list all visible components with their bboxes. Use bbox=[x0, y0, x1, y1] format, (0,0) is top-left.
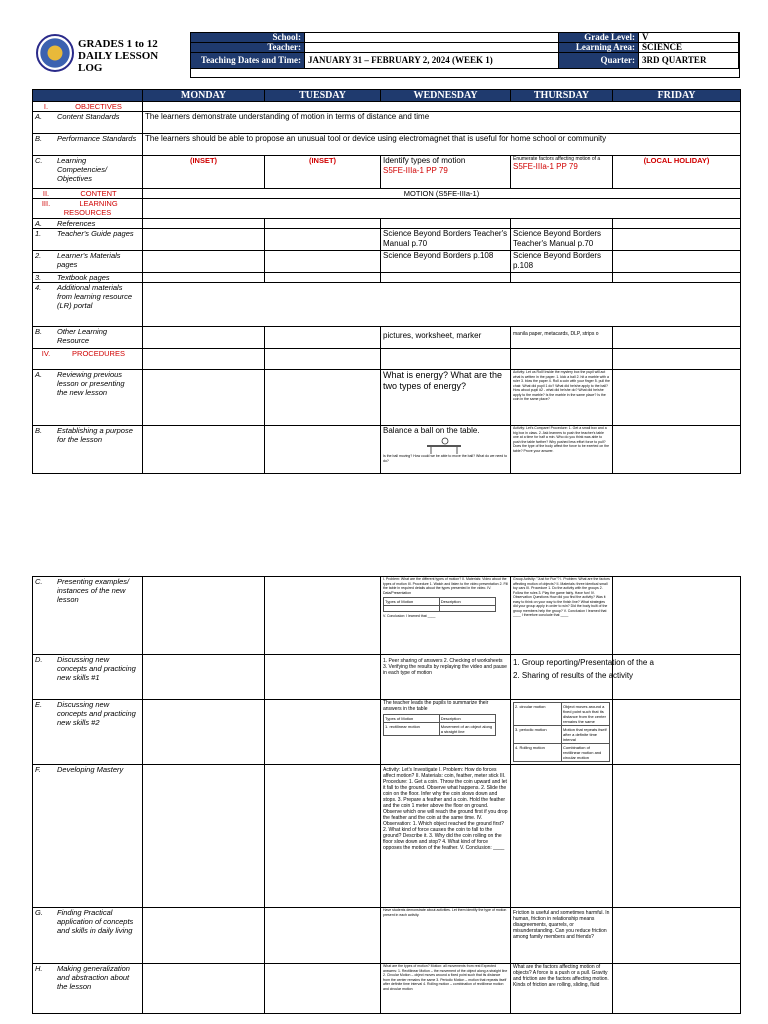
section-label bbox=[33, 349, 143, 370]
header-info-grid bbox=[190, 32, 740, 78]
day-header-wednesday: WEDNESDAY bbox=[381, 90, 511, 102]
empty-cell bbox=[613, 273, 741, 283]
discussing2-row bbox=[33, 700, 741, 765]
purpose-row bbox=[33, 426, 741, 474]
table-cell: 3. periodic motion bbox=[514, 726, 562, 744]
performance-standards-text: The learners should be able to propose an unusual tool or device using electromagnet that is useful for home school or community bbox=[143, 134, 741, 156]
section-label bbox=[33, 199, 143, 219]
row-label bbox=[33, 700, 143, 765]
thursday-discussing2 bbox=[511, 700, 613, 765]
row-title: Additional materials from learning resource (LR) portal bbox=[57, 283, 133, 310]
section-number: IV. bbox=[41, 349, 51, 358]
practical-row bbox=[33, 908, 741, 964]
row-label bbox=[33, 370, 143, 426]
empty-cell bbox=[613, 229, 741, 251]
empty-cell bbox=[143, 327, 265, 349]
wednesday-lm-pages: Science Beyond Borders p.108 bbox=[381, 251, 511, 273]
competency-code: S5FE-IIIa-1 PP 79 bbox=[383, 166, 448, 175]
empty-cell bbox=[265, 908, 381, 964]
competencies-row bbox=[33, 156, 741, 189]
teachers-guide-row bbox=[33, 229, 741, 251]
wednesday-purpose bbox=[381, 426, 511, 474]
empty-cell bbox=[613, 251, 741, 273]
empty-cell bbox=[511, 219, 613, 229]
references-row bbox=[33, 219, 741, 229]
section-title: LEARNING RESOURCES bbox=[63, 199, 118, 217]
discussing-text: The teacher leads the pupils to summarize their answers in the table bbox=[383, 700, 489, 712]
day-header-blank bbox=[33, 90, 143, 102]
wednesday-presenting bbox=[381, 577, 511, 655]
row-label bbox=[33, 327, 143, 349]
procedures-row bbox=[33, 349, 741, 370]
tuesday-competency: (INSET) bbox=[265, 156, 381, 189]
discussing-line-2: 2. Sharing of results of the activity bbox=[513, 671, 634, 680]
additional-materials-row bbox=[33, 283, 741, 327]
empty-cell bbox=[511, 273, 613, 283]
document-title bbox=[78, 32, 190, 78]
row-title: Making generalization and abstraction about the lesson bbox=[57, 964, 130, 991]
title-line-1: GRADES 1 to 12 bbox=[78, 38, 158, 50]
resources-row bbox=[33, 199, 741, 219]
thursday-purpose: Activity: Let's Compare! Procedure: 1. Get a small box and a big box in class. 2. Ask learners to push the teacher's table one at a time for half a min. Who do you think was able to push the table farther? Why pushed less effort force to pull? Does the type of the body affect the force to be exerted on the table? Prove your answer. bbox=[511, 426, 613, 474]
wednesday-mastery: Activity: Let's Investigate I. Problem: How do forces affect motion? II. Materials: coin, feather, meter stick III. Procedure: 1. Get a coin. Throw the coin upward and let it fall to the ground. Observe what happens. 2. Slide the coin on the floor. Infer why the coin slows down and stops. 3. Prepare a feather and a coin. Hold the feather and the coin 1 meter above the floor on ground. Observe which one will reach the ground first if you drop the feather and the coin at the same time. IV. Observation: 1. Which object reached the ground first? 2. What kind of force causes the coin to fall to the ground? Describe it. 3. Why did the coin rolling on the floor slow down and stop? 4. What kind of force opposes the motion of the feather. V. Conclusion: ____ bbox=[381, 765, 511, 908]
row-label bbox=[33, 283, 143, 327]
empty-cell bbox=[265, 964, 381, 1014]
table-cell: 4. Rolling motion bbox=[514, 744, 562, 762]
row-number: B. bbox=[35, 134, 43, 143]
table-header: Description bbox=[439, 598, 495, 606]
empty-cell bbox=[265, 273, 381, 283]
row-title: Presenting examples/ instances of the new lesson bbox=[57, 577, 130, 604]
wednesday-discussing2 bbox=[381, 700, 511, 765]
row-title: Other Learning Resource bbox=[57, 327, 108, 345]
presenting-row bbox=[33, 577, 741, 655]
section-label bbox=[33, 102, 143, 112]
section-number: I. bbox=[43, 102, 49, 111]
empty-cell bbox=[265, 577, 381, 655]
empty-cell bbox=[613, 370, 741, 426]
section-title: OBJECTIVES bbox=[75, 102, 122, 111]
thursday-competency bbox=[511, 156, 613, 189]
presenting-text: I. Problem: What are the different types of motion? II. Materials: Video about the types of motion III. Procedure 1. Watch and listen to the video presentation 2. Fill the table in required details about the types presented in the video. IV. Data/Presentation bbox=[383, 577, 508, 595]
day-header-friday: FRIDAY bbox=[613, 90, 741, 102]
motion-types-table bbox=[513, 702, 610, 762]
empty-cell bbox=[613, 577, 741, 655]
empty-cell bbox=[143, 700, 265, 765]
empty-cell bbox=[143, 765, 265, 908]
ball-on-table-illustration bbox=[423, 436, 463, 454]
thursday-lm-pages: Science Beyond Borders p.108 bbox=[511, 251, 613, 273]
section-number: II. bbox=[42, 189, 50, 198]
row-number: F. bbox=[35, 765, 41, 774]
objectives-row bbox=[33, 102, 741, 112]
empty-cell bbox=[613, 327, 741, 349]
empty-cell bbox=[265, 655, 381, 700]
lesson-log-table-page2 bbox=[32, 576, 741, 1014]
empty-cell bbox=[143, 908, 265, 964]
discussing-line-1: 1. Group reporting/Presentation of the a bbox=[513, 658, 654, 667]
day-header-tuesday: TUESDAY bbox=[265, 90, 381, 102]
header bbox=[32, 32, 740, 78]
empty-cell bbox=[381, 349, 511, 370]
competency-text: Identify types of motion bbox=[383, 156, 466, 165]
row-number: A. bbox=[35, 112, 43, 121]
empty-cell bbox=[143, 102, 741, 112]
row-title: Establishing a purpose for the lesson bbox=[57, 426, 133, 444]
row-title: Learner's Materials pages bbox=[57, 251, 121, 269]
empty-cell bbox=[265, 229, 381, 251]
wednesday-practical: Have students demonstrate about activities. Let them identify the type of motion present in each activity. bbox=[381, 908, 511, 964]
content-standards-text: The learners demonstrate understanding of motion in terms of distance and time bbox=[143, 112, 741, 134]
table-cell bbox=[439, 606, 495, 612]
row-label bbox=[33, 765, 143, 908]
review-row bbox=[33, 370, 741, 426]
school-label: School: bbox=[191, 33, 305, 43]
row-label bbox=[33, 964, 143, 1014]
row-number: G. bbox=[35, 908, 43, 917]
row-number: H. bbox=[35, 964, 43, 973]
monday-competency: (INSET) bbox=[143, 156, 265, 189]
section-number: III. bbox=[41, 199, 51, 208]
thursday-tg-pages: Science Beyond Borders Teacher's Manual p.70 bbox=[511, 229, 613, 251]
empty-cell bbox=[143, 199, 741, 219]
title-line-2: DAILY LESSON bbox=[78, 50, 159, 62]
discussing1-row bbox=[33, 655, 741, 700]
area-value[interactable]: SCIENCE bbox=[639, 43, 739, 53]
table-header: Description bbox=[439, 715, 495, 723]
row-label bbox=[33, 229, 143, 251]
empty-cell bbox=[381, 219, 511, 229]
row-label bbox=[33, 156, 143, 189]
empty-cell bbox=[613, 765, 741, 908]
row-label bbox=[33, 112, 143, 134]
wednesday-other-resources: pictures, worksheet, marker bbox=[381, 327, 511, 349]
row-label bbox=[33, 655, 143, 700]
row-title: Textbook pages bbox=[57, 273, 110, 282]
grade-value[interactable]: V bbox=[639, 33, 739, 43]
row-label bbox=[33, 134, 143, 156]
motion-summary-table bbox=[383, 714, 496, 736]
textbook-row bbox=[33, 273, 741, 283]
teacher-label: Teacher: bbox=[191, 43, 305, 53]
empty-cell bbox=[511, 765, 613, 908]
purpose-text: Balance a ball on the table. bbox=[383, 426, 480, 435]
wednesday-generalization: What are the types of motion? Motion: all movements from rest Expected answers: 1. Rectilinear Motion – the movement of the object along a straight line 2. Circular Motion – object moves around a fixed point such that its distance from the center remains the same 3. Periodic Motion – motion that repeats itself after definite time interval 4. Rolling motion – combination of rectilinear motion and circular motion bbox=[381, 964, 511, 1014]
row-title: Developing Mastery bbox=[57, 765, 124, 774]
wednesday-tg-pages: Science Beyond Borders Teacher's Manual p.70 bbox=[381, 229, 511, 251]
title-line-3: LOG bbox=[78, 62, 103, 74]
row-number: 3. bbox=[35, 273, 42, 282]
row-label bbox=[33, 251, 143, 273]
row-number: C. bbox=[35, 577, 43, 586]
grade-label: Grade Level: bbox=[559, 33, 639, 43]
empty-cell bbox=[143, 655, 265, 700]
row-title: Discussing new concepts and practicing new skills #1 bbox=[57, 655, 136, 682]
row-title: Discussing new concepts and practicing new skills #2 bbox=[57, 700, 136, 727]
empty-cell bbox=[143, 283, 741, 327]
table-cell: Combination of rectilinear motion and circular motion bbox=[562, 744, 610, 762]
row-number: B. bbox=[35, 327, 43, 336]
day-header-thursday: THURSDAY bbox=[511, 90, 613, 102]
table-cell bbox=[384, 606, 440, 612]
empty-cell bbox=[265, 700, 381, 765]
empty-cell bbox=[265, 327, 381, 349]
row-number: B. bbox=[35, 426, 43, 435]
thursday-practical: Friction is useful and sometimes harmful. In human, friction in relationship means disagreements, quarrels, or misunderstanding. Can you reduce friction among family members and friends? bbox=[511, 908, 613, 964]
empty-cell bbox=[613, 349, 741, 370]
quarter-value[interactable]: 3RD QUARTER bbox=[639, 53, 739, 69]
competency-code: S5FE-IIIa-1 PP 79 bbox=[513, 162, 578, 171]
section-title: PROCEDURES bbox=[72, 349, 125, 358]
row-number: 1. bbox=[35, 229, 42, 238]
wednesday-review: What is energy? What are the two types of energy? bbox=[381, 370, 511, 426]
content-standards-row bbox=[33, 112, 741, 134]
row-title: Content Standards bbox=[57, 112, 120, 121]
row-label bbox=[33, 426, 143, 474]
empty-cell bbox=[265, 219, 381, 229]
table-cell: Movement of an object along a straight line bbox=[439, 723, 495, 736]
empty-cell bbox=[143, 964, 265, 1014]
thursday-other-resources: manila paper, metacards, DLP, strips o bbox=[511, 327, 613, 349]
row-title: References bbox=[57, 219, 96, 228]
row-title: Learning Competencies/ Objectives bbox=[57, 156, 108, 183]
row-label bbox=[33, 273, 143, 283]
performance-standards-row bbox=[33, 134, 741, 156]
empty-cell bbox=[143, 219, 265, 229]
row-number: 2. bbox=[35, 251, 42, 260]
friday-competency: (LOCAL HOLIDAY) bbox=[613, 156, 741, 189]
learners-materials-row bbox=[33, 251, 741, 273]
content-value: MOTION (S5FE-IIIa-1) bbox=[143, 189, 741, 199]
empty-cell bbox=[613, 219, 741, 229]
wednesday-discussing1: 1. Peer sharing of answers 2. Checking of worksheets 3. Verifying the results by replaying the video and pause in each type of motion bbox=[381, 655, 511, 700]
area-label: Learning Area: bbox=[559, 43, 639, 53]
wednesday-competency bbox=[381, 156, 511, 189]
empty-cell bbox=[143, 349, 265, 370]
competency-text: Enumerate factors affecting motion of a bbox=[513, 156, 601, 162]
section-title: CONTENT bbox=[80, 189, 117, 198]
empty-cell bbox=[143, 577, 265, 655]
day-header-row bbox=[33, 90, 741, 102]
empty-cell bbox=[511, 349, 613, 370]
other-resources-row bbox=[33, 327, 741, 349]
empty-cell bbox=[613, 908, 741, 964]
row-number: C. bbox=[35, 156, 43, 165]
row-number: E. bbox=[35, 700, 43, 709]
row-number: D. bbox=[35, 655, 43, 664]
purpose-question: Is the ball moving? How could we be able to move the ball? What do we need to do? bbox=[383, 454, 508, 463]
content-row bbox=[33, 189, 741, 199]
thursday-review: Activity: Let us Roll! Inside the mystery box the pupil will act what is written in the paper. 1. kick a ball 2. hit a marble with a ruler 3. blow the paper 4. Roll a coin with your finger 5. pull the chair. What did pupil 1 do? What did he/she apply to the ball? How about pupil #2 - what did he/she do? What did he/she apply to the marble? Is the marble in the same place? Is the coin in the same place? bbox=[511, 370, 613, 426]
empty-cell bbox=[143, 370, 265, 426]
row-title: Finding Practical application of concepts and skills in daily living bbox=[57, 908, 134, 935]
school-value[interactable] bbox=[305, 33, 559, 43]
empty-cell bbox=[265, 765, 381, 908]
row-label bbox=[33, 908, 143, 964]
row-title: Reviewing previous lesson or presenting the new lesson bbox=[57, 370, 125, 397]
table-header: Types of Motion bbox=[384, 715, 440, 723]
table-header: Types of Motion bbox=[384, 598, 440, 606]
row-number: A. bbox=[35, 370, 43, 379]
empty-cell bbox=[265, 370, 381, 426]
dates-label: Teaching Dates and Time: bbox=[191, 53, 305, 69]
empty-cell bbox=[265, 349, 381, 370]
empty-cell bbox=[143, 229, 265, 251]
row-title: Teacher's Guide pages bbox=[57, 229, 134, 238]
empty-cell bbox=[143, 426, 265, 474]
row-label bbox=[33, 577, 143, 655]
generalization-row bbox=[33, 964, 741, 1014]
empty-cell bbox=[265, 426, 381, 474]
thursday-generalization: What are the factors affecting motion of objects? A force is a push or a pull. Gravity and friction are the factors affecting motion. Kinds of friction are rolling, sliding, fluid bbox=[511, 964, 613, 1014]
quarter-label: Quarter: bbox=[559, 53, 639, 69]
thursday-discussing1 bbox=[511, 655, 654, 700]
row-number: A. bbox=[35, 219, 43, 228]
thursday-presenting: Group Activity: "Just for Fun"? I. Problem: What are the factors affecting motion of objects? II. Materials: three identical small toy cars III. Procedure 1. Do the activity with the groups 2. Follow the rules 3. Play the game fairly. Have fun! IV. Observation Questions How did you find the activity? Was it easy to think on your way to the finish line? What strategies did your group apply in order to win? Did the body built of the group members help the group? V. Conclusion I learned that ____ I therefore conclude that ____ bbox=[511, 577, 613, 655]
section-label bbox=[33, 189, 143, 199]
dates-value[interactable]: JANUARY 31 – FEBRUARY 2, 2024 (WEEK 1) bbox=[305, 53, 559, 69]
empty-cell bbox=[613, 426, 741, 474]
row-label bbox=[33, 219, 143, 229]
table-cell: 2. circular motion bbox=[514, 703, 562, 726]
empty-cell bbox=[613, 700, 741, 765]
empty-cell bbox=[143, 273, 265, 283]
mastery-row bbox=[33, 765, 741, 908]
empty-cell bbox=[381, 273, 511, 283]
table-cell: Motion that repeats itself after a definite time interval bbox=[562, 726, 610, 744]
table-cell: 1. rectilinear motion bbox=[384, 723, 440, 736]
day-header-monday: MONDAY bbox=[143, 90, 265, 102]
row-title: Performance Standards bbox=[57, 134, 137, 143]
row-number: 4. bbox=[35, 283, 42, 292]
empty-cell bbox=[143, 251, 265, 273]
empty-cell bbox=[613, 964, 741, 1014]
presenting-conclusion: V. Conclusion: I learned that ____ bbox=[383, 614, 436, 618]
teacher-value[interactable] bbox=[305, 43, 559, 53]
deped-seal-icon bbox=[36, 34, 74, 72]
lesson-log-table-page1 bbox=[32, 89, 741, 474]
empty-cell bbox=[265, 251, 381, 273]
types-of-motion-table bbox=[383, 597, 496, 612]
table-cell: Object moves around a fixed point such that its distance from the center remains the same bbox=[562, 703, 610, 726]
